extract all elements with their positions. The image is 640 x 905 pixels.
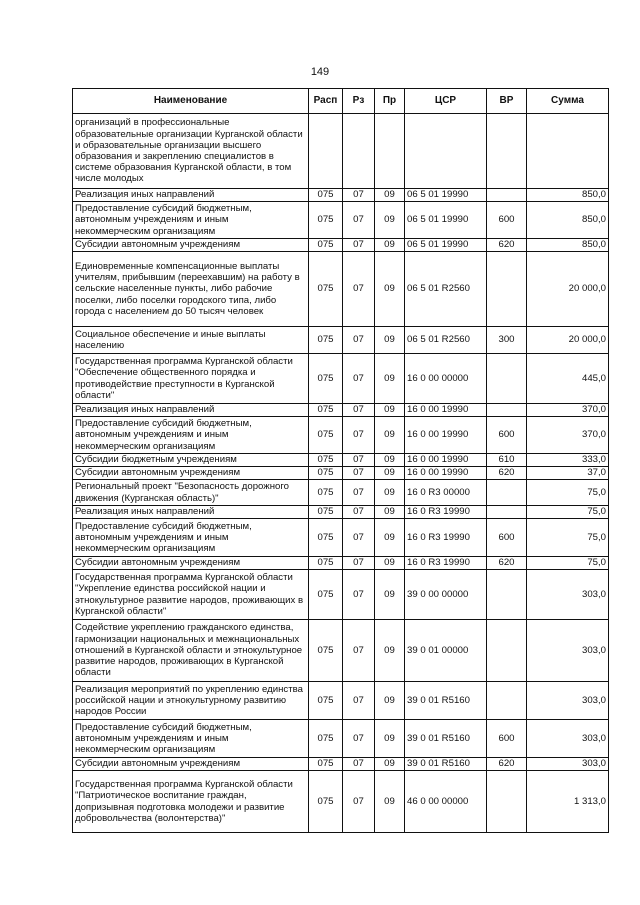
cell-pr: 09 bbox=[375, 252, 405, 327]
cell-csr: 39 0 01 R5160 bbox=[405, 758, 487, 771]
cell-rasp: 075 bbox=[309, 506, 343, 519]
cell-rz: 07 bbox=[343, 720, 375, 758]
cell-name: Единовременные компенсационные выплаты учителям, прибывшим (переехавшим) на работу в сельские населенные пункты, либо рабочие поселки, либо поселки городского типа, либо города с населением до 50 тысяч человек bbox=[73, 252, 309, 327]
table-header-row bbox=[73, 89, 609, 114]
cell-pr: 09 bbox=[375, 454, 405, 467]
cell-vr bbox=[487, 570, 527, 620]
cell-pr: 09 bbox=[375, 682, 405, 720]
cell-vr: 620 bbox=[487, 239, 527, 252]
header-csr: ЦСР bbox=[405, 89, 487, 114]
cell-rasp: 075 bbox=[309, 417, 343, 454]
table-row bbox=[73, 202, 609, 239]
cell-rz: 07 bbox=[343, 252, 375, 327]
cell-name: Субсидии автономным учреждениям bbox=[73, 239, 309, 252]
cell-vr bbox=[487, 354, 527, 404]
budget-table bbox=[72, 88, 609, 833]
cell-csr: 16 0 00 19990 bbox=[405, 417, 487, 454]
cell-vr: 620 bbox=[487, 758, 527, 771]
cell-rasp: 075 bbox=[309, 620, 343, 682]
cell-rasp: 075 bbox=[309, 570, 343, 620]
cell-csr: 06 5 01 R2560 bbox=[405, 252, 487, 327]
cell-vr: 620 bbox=[487, 557, 527, 570]
cell-name: Реализация мероприятий по укреплению единства российской нации и этнокультурному развитию народов России bbox=[73, 682, 309, 720]
cell-rz: 07 bbox=[343, 327, 375, 354]
cell-vr: 620 bbox=[487, 467, 527, 480]
cell-rz: 07 bbox=[343, 620, 375, 682]
cell-name: Реализация иных направлений bbox=[73, 404, 309, 417]
cell-csr: 06 5 01 R2560 bbox=[405, 327, 487, 354]
table-row bbox=[73, 620, 609, 682]
table-row bbox=[73, 417, 609, 454]
cell-sum: 303,0 bbox=[527, 620, 609, 682]
cell-sum: 303,0 bbox=[527, 720, 609, 758]
cell-pr: 09 bbox=[375, 239, 405, 252]
cell-sum bbox=[527, 114, 609, 189]
cell-csr: 46 0 00 00000 bbox=[405, 771, 487, 833]
cell-sum: 445,0 bbox=[527, 354, 609, 404]
cell-csr: 06 5 01 19990 bbox=[405, 202, 487, 239]
table-row bbox=[73, 252, 609, 327]
cell-csr: 39 0 01 R5160 bbox=[405, 682, 487, 720]
cell-name: Предоставление субсидий бюджетным, автономным учреждениям и иным некоммерческим организациям bbox=[73, 202, 309, 239]
cell-rz: 07 bbox=[343, 239, 375, 252]
cell-pr: 09 bbox=[375, 354, 405, 404]
cell-rz: 07 bbox=[343, 202, 375, 239]
table-body bbox=[73, 114, 609, 833]
cell-name: Содействие укреплению гражданского единства, гармонизации национальных и межнациональных отношений в Курганской области и этнокультурное развитие народов, проживающих в Курганской области bbox=[73, 620, 309, 682]
table-row bbox=[73, 354, 609, 404]
cell-rz: 07 bbox=[343, 519, 375, 557]
header-rz: Рз bbox=[343, 89, 375, 114]
cell-rasp: 075 bbox=[309, 480, 343, 506]
cell-rz: 07 bbox=[343, 771, 375, 833]
cell-vr: 610 bbox=[487, 454, 527, 467]
table-row bbox=[73, 682, 609, 720]
cell-sum: 37,0 bbox=[527, 467, 609, 480]
table-row bbox=[73, 480, 609, 506]
header-sum: Сумма bbox=[527, 89, 609, 114]
header-rasp: Расп bbox=[309, 89, 343, 114]
cell-name: Предоставление субсидий бюджетным, автономным учреждениям и иным некоммерческим организациям bbox=[73, 417, 309, 454]
cell-sum: 370,0 bbox=[527, 417, 609, 454]
cell-csr: 39 0 01 R5160 bbox=[405, 720, 487, 758]
cell-vr: 300 bbox=[487, 327, 527, 354]
cell-sum: 303,0 bbox=[527, 682, 609, 720]
cell-rasp: 075 bbox=[309, 189, 343, 202]
cell-vr bbox=[487, 506, 527, 519]
cell-pr: 09 bbox=[375, 519, 405, 557]
cell-rz: 07 bbox=[343, 454, 375, 467]
cell-rz: 07 bbox=[343, 682, 375, 720]
cell-vr bbox=[487, 114, 527, 189]
cell-name: Социальное обеспечение и иные выплаты населению bbox=[73, 327, 309, 354]
cell-vr bbox=[487, 189, 527, 202]
cell-rz: 07 bbox=[343, 404, 375, 417]
cell-rasp: 075 bbox=[309, 239, 343, 252]
cell-pr: 09 bbox=[375, 758, 405, 771]
cell-pr: 09 bbox=[375, 480, 405, 506]
cell-rasp: 075 bbox=[309, 202, 343, 239]
cell-csr: 16 0 R3 00000 bbox=[405, 480, 487, 506]
cell-vr bbox=[487, 480, 527, 506]
cell-csr bbox=[405, 114, 487, 189]
cell-sum: 850,0 bbox=[527, 239, 609, 252]
cell-pr: 09 bbox=[375, 720, 405, 758]
cell-sum: 333,0 bbox=[527, 454, 609, 467]
cell-csr: 16 0 00 19990 bbox=[405, 404, 487, 417]
cell-name: Предоставление субсидий бюджетным, автономным учреждениям и иным некоммерческим организациям bbox=[73, 519, 309, 557]
table-row bbox=[73, 454, 609, 467]
cell-csr: 39 0 01 00000 bbox=[405, 620, 487, 682]
page-number: 149 bbox=[310, 66, 330, 78]
cell-name: Государственная программа Курганской области "Обеспечение общественного порядка и противодействие преступности в Курганской области" bbox=[73, 354, 309, 404]
cell-rz: 07 bbox=[343, 480, 375, 506]
cell-pr: 09 bbox=[375, 570, 405, 620]
cell-pr: 09 bbox=[375, 506, 405, 519]
cell-pr: 09 bbox=[375, 202, 405, 239]
cell-rasp: 075 bbox=[309, 519, 343, 557]
cell-pr: 09 bbox=[375, 327, 405, 354]
cell-rasp: 075 bbox=[309, 327, 343, 354]
cell-csr: 06 5 01 19990 bbox=[405, 239, 487, 252]
cell-sum: 75,0 bbox=[527, 480, 609, 506]
cell-pr: 09 bbox=[375, 404, 405, 417]
cell-csr: 16 0 00 19990 bbox=[405, 467, 487, 480]
cell-rz: 07 bbox=[343, 354, 375, 404]
cell-rasp: 075 bbox=[309, 557, 343, 570]
cell-pr: 09 bbox=[375, 557, 405, 570]
cell-rz: 07 bbox=[343, 417, 375, 454]
cell-vr bbox=[487, 252, 527, 327]
cell-csr: 16 0 00 00000 bbox=[405, 354, 487, 404]
cell-vr: 600 bbox=[487, 720, 527, 758]
cell-sum: 75,0 bbox=[527, 506, 609, 519]
cell-csr: 06 5 01 19990 bbox=[405, 189, 487, 202]
cell-rasp: 075 bbox=[309, 252, 343, 327]
table-row bbox=[73, 557, 609, 570]
cell-csr: 16 0 R3 19990 bbox=[405, 519, 487, 557]
cell-pr bbox=[375, 114, 405, 189]
table-row bbox=[73, 467, 609, 480]
cell-vr bbox=[487, 771, 527, 833]
cell-name: Региональный проект "Безопасность дорожного движения (Курганская область)" bbox=[73, 480, 309, 506]
cell-name: организаций в профессиональные образовательные организации Курганской области и образовательные организации высшего образования и закреплению специалистов в системе образования Курганской области, в том числе молодых bbox=[73, 114, 309, 189]
table-row bbox=[73, 404, 609, 417]
header-name: Наименование bbox=[73, 89, 309, 114]
cell-name: Субсидии автономным учреждениям bbox=[73, 467, 309, 480]
table-row bbox=[73, 506, 609, 519]
cell-name: Государственная программа Курганской области "Укрепление единства российской нации и этнокультурное развитие народов, проживающих в Курганской области" bbox=[73, 570, 309, 620]
cell-vr: 600 bbox=[487, 519, 527, 557]
table-row bbox=[73, 114, 609, 189]
cell-vr: 600 bbox=[487, 417, 527, 454]
cell-csr: 16 0 R3 19990 bbox=[405, 506, 487, 519]
cell-sum: 75,0 bbox=[527, 557, 609, 570]
cell-rz: 07 bbox=[343, 758, 375, 771]
cell-sum: 20 000,0 bbox=[527, 327, 609, 354]
cell-vr bbox=[487, 682, 527, 720]
cell-rasp: 075 bbox=[309, 720, 343, 758]
cell-pr: 09 bbox=[375, 467, 405, 480]
cell-rasp: 075 bbox=[309, 771, 343, 833]
cell-sum: 303,0 bbox=[527, 570, 609, 620]
cell-name: Предоставление субсидий бюджетным, автономным учреждениям и иным некоммерческим организациям bbox=[73, 720, 309, 758]
table-row bbox=[73, 519, 609, 557]
cell-rz bbox=[343, 114, 375, 189]
cell-sum: 1 313,0 bbox=[527, 771, 609, 833]
cell-pr: 09 bbox=[375, 189, 405, 202]
cell-name: Реализация иных направлений bbox=[73, 506, 309, 519]
cell-pr: 09 bbox=[375, 771, 405, 833]
cell-name: Реализация иных направлений bbox=[73, 189, 309, 202]
cell-rz: 07 bbox=[343, 570, 375, 620]
cell-rasp bbox=[309, 114, 343, 189]
table-row bbox=[73, 570, 609, 620]
cell-sum: 370,0 bbox=[527, 404, 609, 417]
table-row bbox=[73, 771, 609, 833]
cell-sum: 20 000,0 bbox=[527, 252, 609, 327]
cell-rz: 07 bbox=[343, 467, 375, 480]
header-pr: Пр bbox=[375, 89, 405, 114]
cell-csr: 16 0 00 19990 bbox=[405, 454, 487, 467]
cell-vr bbox=[487, 404, 527, 417]
cell-rasp: 075 bbox=[309, 682, 343, 720]
table-row bbox=[73, 327, 609, 354]
cell-rz: 07 bbox=[343, 189, 375, 202]
cell-csr: 16 0 R3 19990 bbox=[405, 557, 487, 570]
cell-name: Субсидии автономным учреждениям bbox=[73, 557, 309, 570]
cell-csr: 39 0 00 00000 bbox=[405, 570, 487, 620]
header-vr: ВР bbox=[487, 89, 527, 114]
cell-name: Субсидии автономным учреждениям bbox=[73, 758, 309, 771]
cell-vr bbox=[487, 620, 527, 682]
cell-pr: 09 bbox=[375, 417, 405, 454]
cell-rasp: 075 bbox=[309, 354, 343, 404]
table-row bbox=[73, 720, 609, 758]
cell-rasp: 075 bbox=[309, 467, 343, 480]
cell-vr: 600 bbox=[487, 202, 527, 239]
cell-pr: 09 bbox=[375, 620, 405, 682]
cell-sum: 850,0 bbox=[527, 202, 609, 239]
cell-sum: 75,0 bbox=[527, 519, 609, 557]
table-row bbox=[73, 758, 609, 771]
table-row bbox=[73, 189, 609, 202]
cell-rz: 07 bbox=[343, 557, 375, 570]
cell-name: Субсидии бюджетным учреждениям bbox=[73, 454, 309, 467]
cell-sum: 303,0 bbox=[527, 758, 609, 771]
cell-name: Государственная программа Курганской области "Патриотическое воспитание граждан, допризывная подготовка молодежи и развитие добровольчества (волонтерства)" bbox=[73, 771, 309, 833]
cell-rasp: 075 bbox=[309, 454, 343, 467]
cell-rasp: 075 bbox=[309, 404, 343, 417]
cell-rz: 07 bbox=[343, 506, 375, 519]
cell-sum: 850,0 bbox=[527, 189, 609, 202]
cell-rasp: 075 bbox=[309, 758, 343, 771]
table-row bbox=[73, 239, 609, 252]
